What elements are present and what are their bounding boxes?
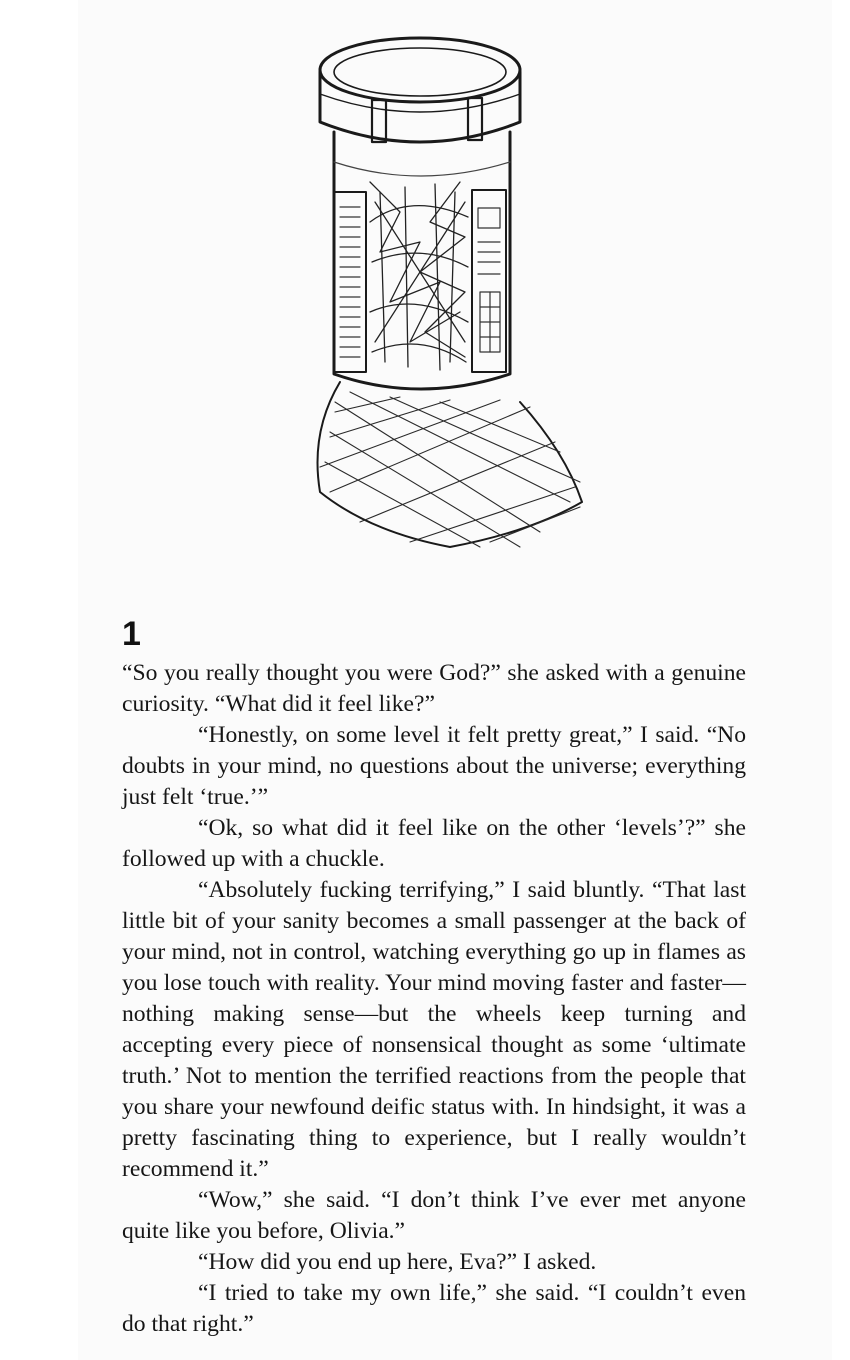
paragraph: “Absolutely fucking terrifying,” I said bluntly. “That last little bit of your sanity becomes a small passenger at the back of your mind, not in control, watching everything go up in flames as you lose touch with reality. Your mind moving faster and faster—nothing making sense—but the wheels keep turning and accepting every piece of nonsensical thought as some ‘ultimate truth.’ Not to mention the terrified reactions from the people that you share your newfound deific status with. In hindsight, it was a pretty fascinating thing to experience, but I really wouldn’t recommend it.” — [122, 877, 746, 1182]
paragraph: “Wow,” she said. “I don’t think I’ve ever met anyone quite like you before, Olivia.” — [122, 1187, 746, 1244]
paragraph: “Honestly, on some level it felt pretty great,” I said. “No doubts in your mind, no questions about the universe; everything just felt ‘true.’” — [122, 722, 746, 810]
pill-bottle-with-net-icon — [290, 12, 600, 562]
paragraph: “So you really thought you were God?” she asked with a genuine curiosity. “What did it feel like?” — [122, 660, 746, 717]
paragraph: “I tried to take my own life,” she said. “I couldn’t even do that right.” — [122, 1280, 746, 1337]
chapter-text — [122, 658, 746, 1340]
chapter-number: 1 — [122, 615, 141, 653]
paragraph: “How did you end up here, Eva?” I asked. — [198, 1249, 597, 1275]
paragraph: “Ok, so what did it feel like on the other ‘levels’?” she followed up with a chuckle. — [122, 815, 746, 872]
